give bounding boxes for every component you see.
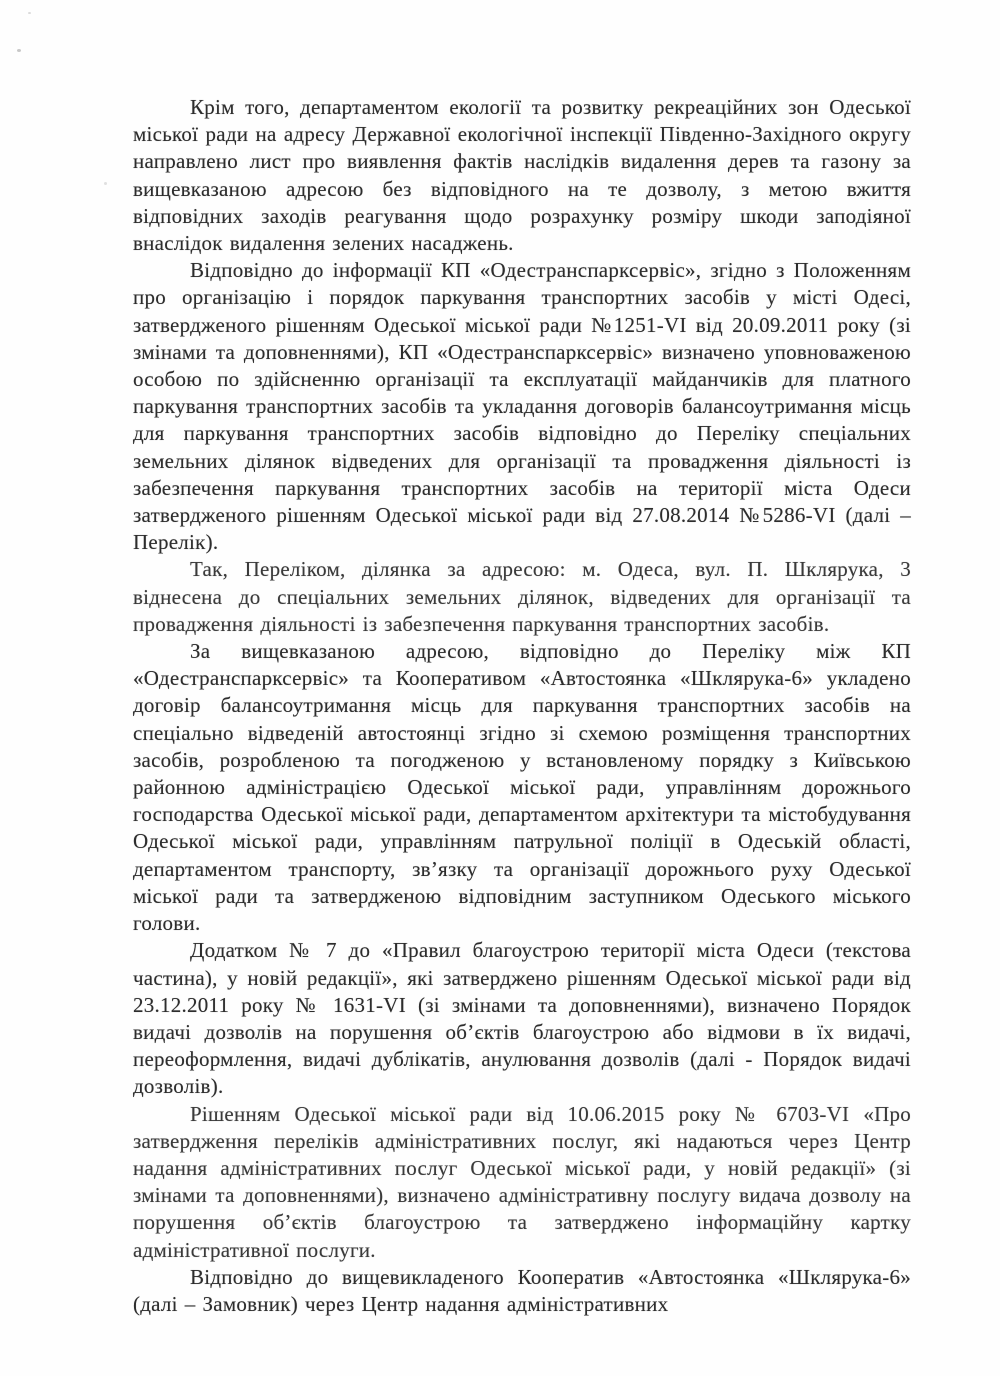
paragraph: Рішенням Одеської міської ради від 10.06.2015 року № 6703-VI «Про затвердження переліків адміністративних послуг, які надаються через Центр надання адміністративних послуг Одеської міської ради, у новій редакції» (зі змінами та доповненнями), визначено адміністративну послугу видача дозволу на порушення об’єктів благоустрою та затверджено інформаційну картку адміністративної послуги. — [133, 1101, 911, 1262]
paragraph: За вищевказаною адресою, відповідно до Переліку між КП «Одестранспарксервіс» та Кооперативом «Автостоянка «Шклярука-6» укладено договір балансоутримання місць для паркування транспортних засобів на спеціально відведеній автостоянці згідно зі схемою розміщення транспортних засобів, розробленою та погодженою у встановленому порядку з Київською районною адміністрацією Одеської міської ради, управлінням дорожнього господарства Одеської міської ради, департаментом архітектури та містобудування Одеської міської ради, управлінням патрульної поліції в Одеській області, департаментом транспорту, зв’язку та організації дорожнього руху Одеської міської ради та затвердженою відповідним заступником Одеського міського голови. — [133, 639, 911, 936]
paragraph: Відповідно до вищевикладеного Кооператив «Автостоянка «Шклярука-6» (далі – Замовник) через Центр надання адміністративних — [133, 1264, 911, 1316]
scan-speck — [104, 182, 107, 185]
paragraph: Крім того, департаментом екології та розвитку рекреаційних зон Одеської міської ради на адресу Державної екологічної інспекції Південно-Західного округу направлено лист про виявлення фактів наслідків видалення дерев та газону за вищевказаною адресою без відповідного на те дозволу, з метою вжиття відповідних заходів реагування щодо розрахунку розміру шкоди заподіяної внаслідок видалення зелених насаджень. — [133, 95, 911, 256]
document-text — [133, 94, 911, 1318]
paragraph: Додатком № 7 до «Правил благоустрою території міста Одеси (текстова частина), у новій редакції», які затверджено рішенням Одеської міської ради від 23.12.2011 року № 1631-VI (зі змінами та доповненнями), визначено Порядок видачі дозволів на порушення об’єктів благоустрою або відмови в їх видачі, переоформлення, видачі дублікатів, анулювання дозволів (далі - Порядок видачі дозволів). — [133, 938, 911, 1099]
paragraph: Так, Переліком, ділянка за адресою: м. Одеса, вул. П. Шклярука, 3 віднесена до спеціальних земельних ділянок, відведених для організації та провадження діяльності із забезпечення паркування транспортних засобів. — [133, 557, 911, 636]
scan-speck — [17, 49, 21, 52]
scan-speck — [28, 12, 31, 14]
paragraph: Відповідно до інформації КП «Одестранспарксервіс», згідно з Положенням про організацію і порядок паркування транспортних засобів у місті Одесі, затвердженого рішенням Одеської міської ради №1251-VI від 20.09.2011 року (зі змінами та доповненнями), КП «Одестранспарксервіс» визначено уповноваженою особою по здійсненню організації та експлуатації майданчиків для платного паркування транспортних засобів та укладання договорів балансоутримання місць для паркування транспортних засобів відповідно до Переліку спеціальних земельних ділянок відведених для організації та провадження діяльності із забезпечення паркування транспортних засобів на території міста Одеси затвердженого рішенням Одеської міської ради від 27.08.2014 №5286-VI (далі – Перелік). — [133, 258, 911, 555]
